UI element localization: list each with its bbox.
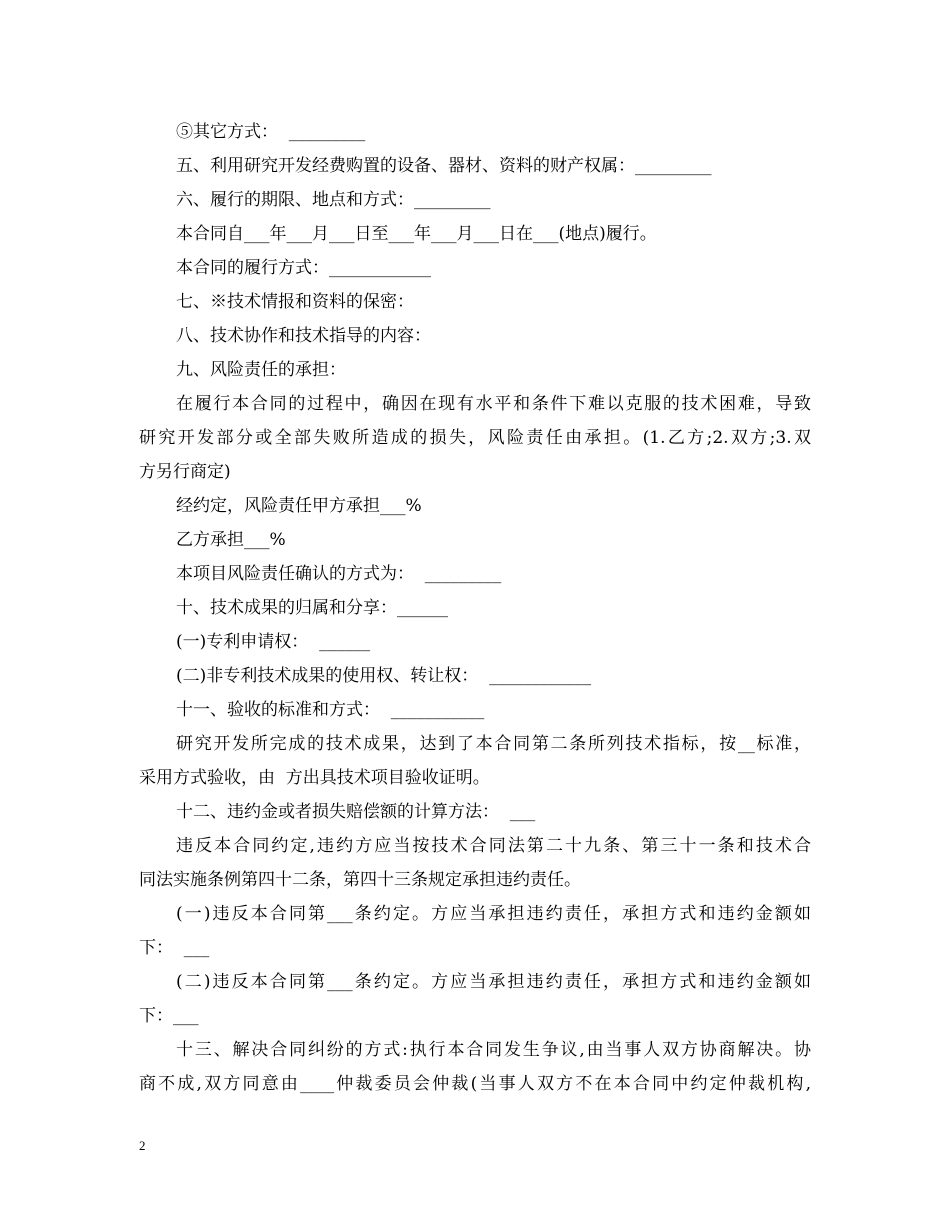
document-line: 十、技术成果的归属和分享：______ [176,598,448,618]
document-line: 下：___ [139,1006,199,1026]
document-line: 研究开发部分或全部失败所造成的损失，风险责任由承担。(1.乙方;2.双方;3.双 [139,428,811,448]
document-line: 七、※技术情报和资料的保密： [176,292,414,312]
document-line: 八、技术协作和技术指导的内容： [176,326,431,346]
document-line: 本项目风险责任确认的方式为： _________ [176,564,502,584]
document-line: 九、风险责任的承担： [176,360,346,380]
document-line: 十二、违约金或者损失赔偿额的计算方法： ___ [176,802,536,822]
document-line: 五、利用研究开发经费购置的设备、器材、资料的财产权属：_________ [176,156,712,176]
document-line: (一)违反本合同第___条约定。方应当承担违约责任，承担方式和违约金额如 [176,904,811,924]
document-line: 采用方式验收，由 方出具技术项目验收证明。 [139,768,490,788]
document-line: 本合同自___年___月___日至___年___月___日在___(地点)履行。 [176,224,657,244]
document-line: (一)专利申请权： ______ [176,632,371,652]
document-line: ⑤其它方式： _________ [176,122,366,142]
document-line: 十三、解决合同纠纷的方式:执行本合同发生争议,由当事人双方协商解决。协 [176,1040,811,1060]
document-line: (二)违反本合同第___条约定。方应当承担违约责任，承担方式和违约金额如 [176,972,811,992]
document-line: 乙方承担___% [176,530,286,550]
document-line: 下： ___ [139,938,210,958]
document-line: 研究开发所完成的技术成果，达到了本合同第二条所列技术指标，按__标准， [176,734,811,754]
document-line: (二)非专利技术成果的使用权、转让权： ____________ [176,666,592,686]
document-line: 十一、验收的标准和方式： ___________ [176,700,485,720]
document-line: 经约定，风险责任甲方承担___% [176,496,422,516]
document-line: 同法实施条例第四十二条，第四十三条规定承担违约责任。 [139,870,581,890]
document-line: 违反本合同约定,违约方应当按技术合同法第二十九条、第三十一条和技术合 [176,836,811,856]
document-line: 方另行商定) [139,462,231,482]
document-line: 在履行本合同的过程中，确因在现有水平和条件下难以克服的技术困难，导致 [176,394,811,414]
document-line: 本合同的履行方式：____________ [176,258,431,278]
document-line: 商不成,双方同意由____仲裁委员会仲裁(当事人双方不在本合同中约定仲裁机构, [139,1074,811,1094]
page-number: 2 [139,1138,146,1153]
document-line: 六、履行的期限、地点和方式：_________ [176,190,491,210]
document-body [139,115,811,1101]
